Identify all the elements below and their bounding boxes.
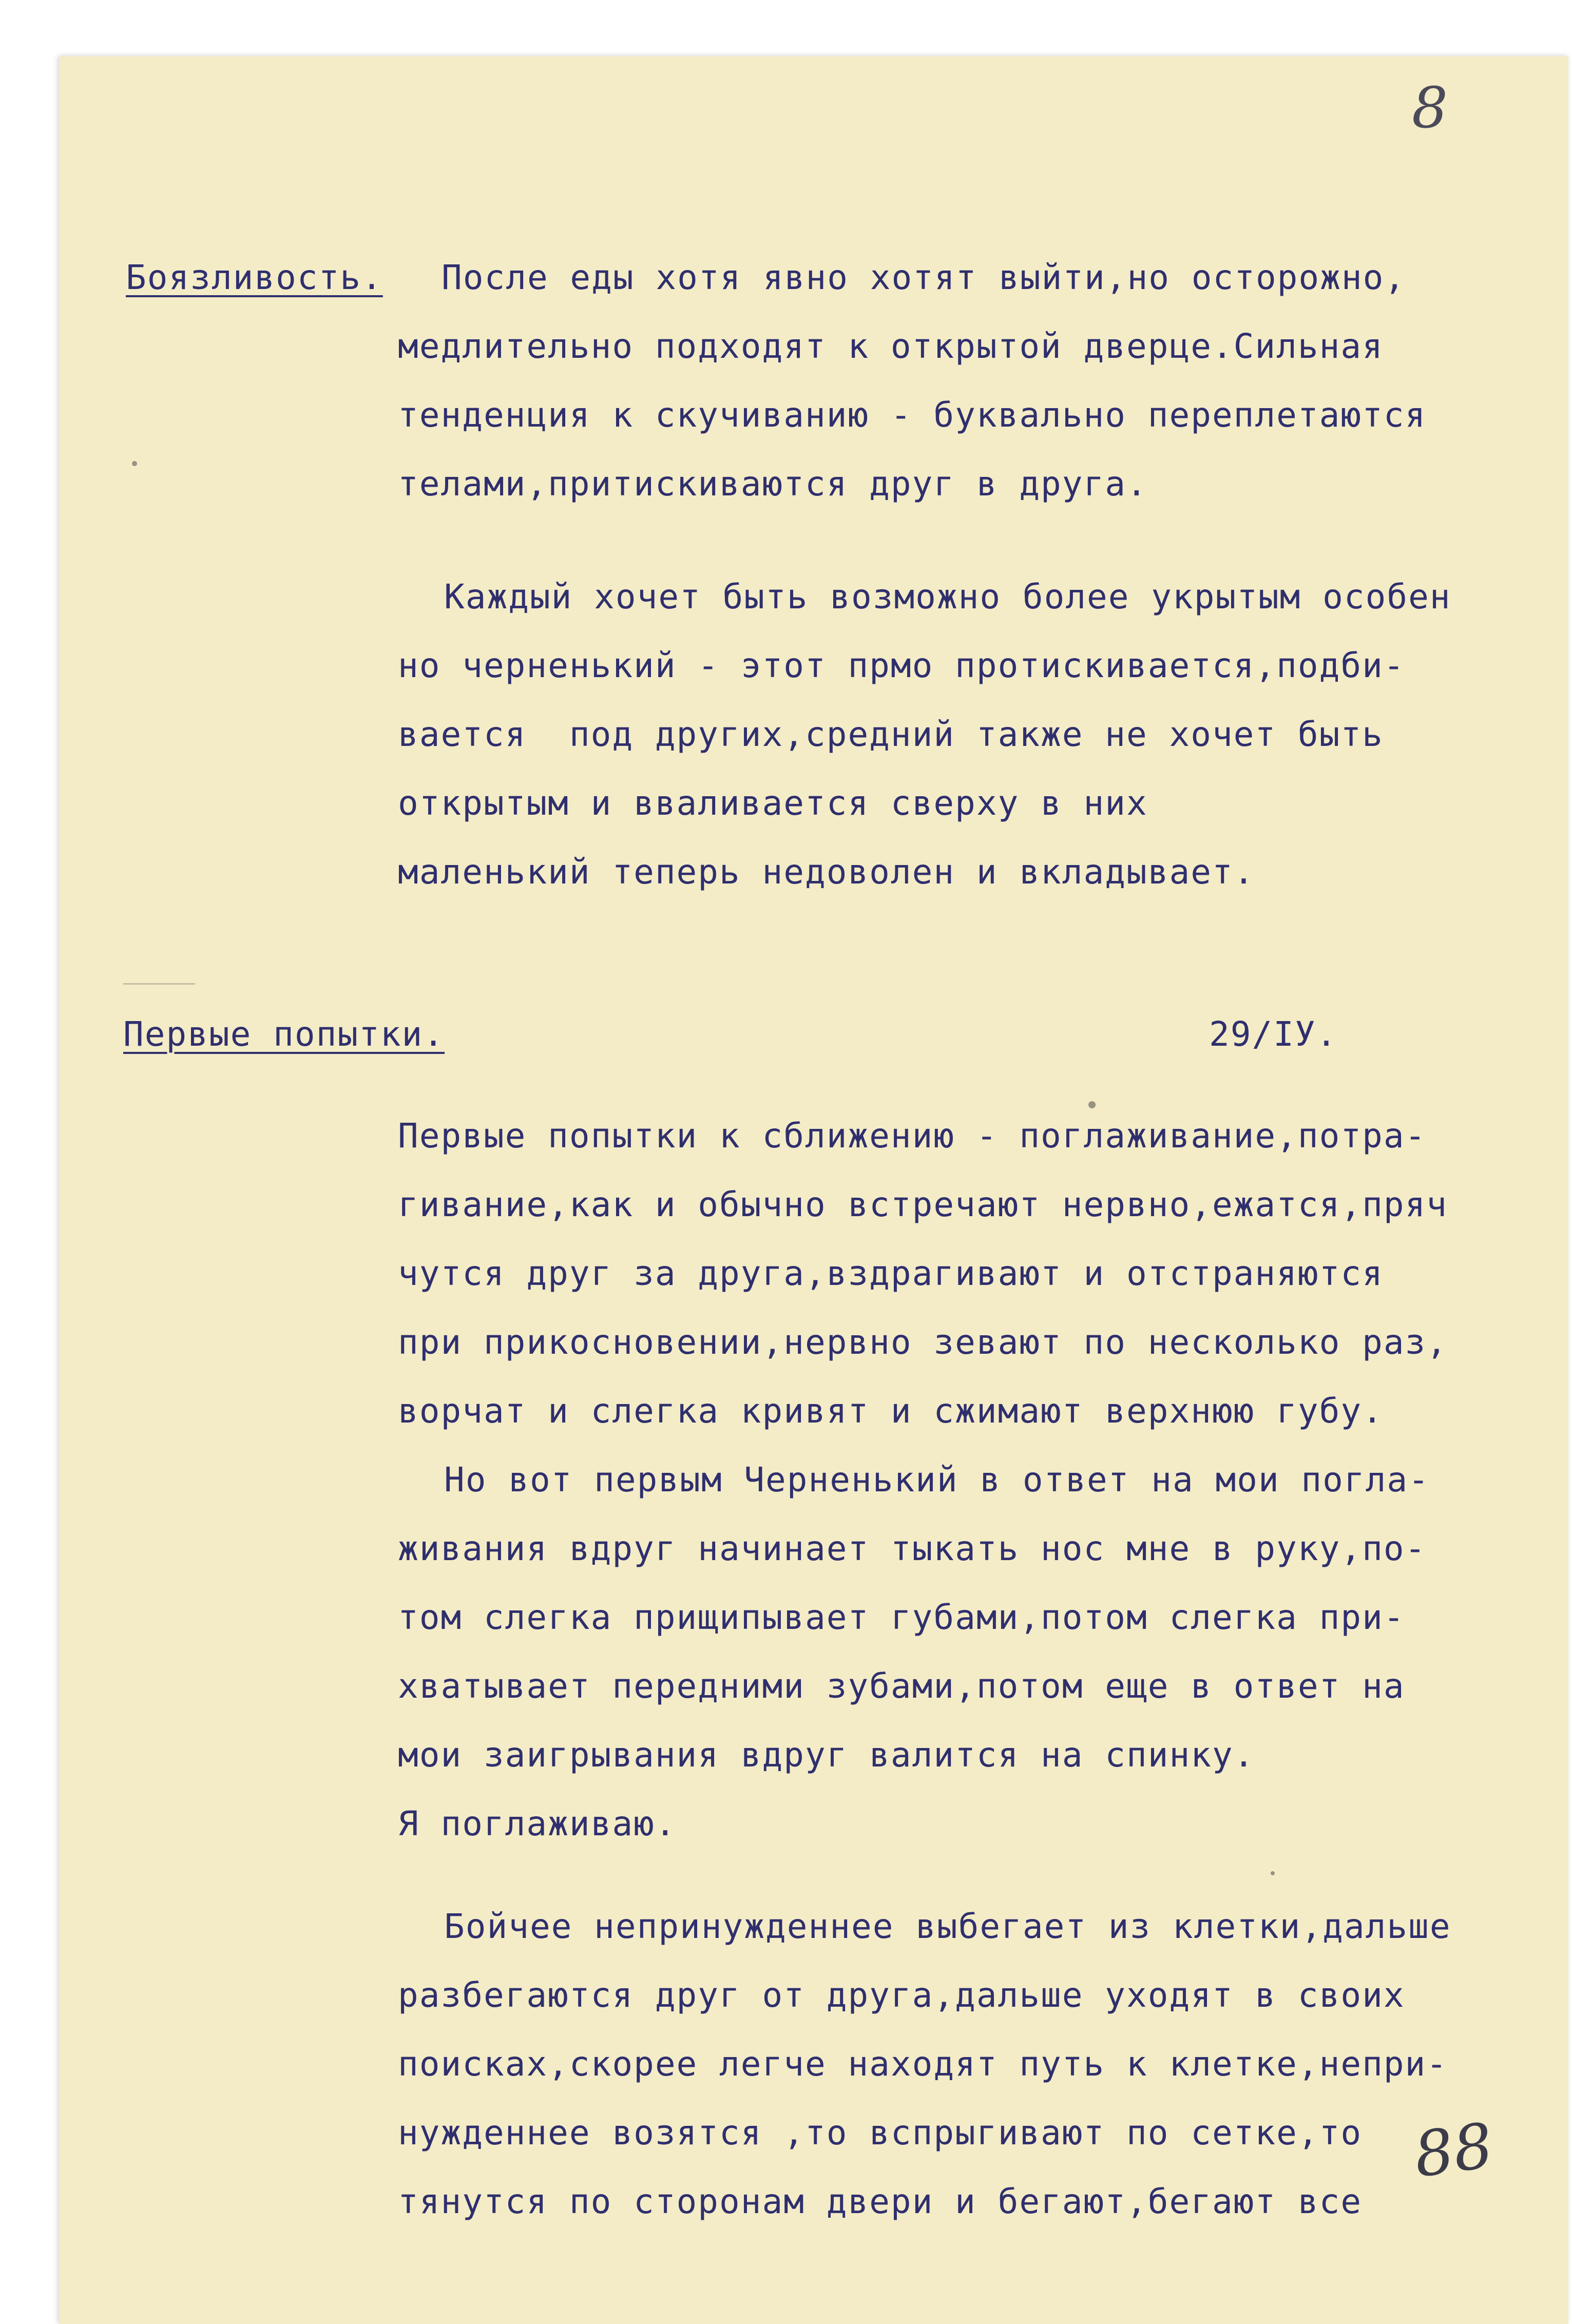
- ink-speck: [132, 461, 137, 466]
- text-line: при прикосновении,нервно зевают по несколько раз,: [398, 1322, 1448, 1362]
- faint-pencil-mark: [123, 983, 195, 985]
- text-line: вается под других,средний также не хочет быть: [398, 715, 1384, 754]
- text-line: разбегаются друг от друга,дальше уходят в своих: [398, 1975, 1405, 2015]
- text-line: гивание,как и обычно встречают нервно,ежатся,пряч: [398, 1185, 1448, 1224]
- ink-speck: [1088, 1101, 1096, 1108]
- text-line: Но вот первым Черненький в ответ на мои погла-: [444, 1460, 1430, 1500]
- text-line: нужденнее возятся ,то вспрыгивают по сетке,то: [398, 2113, 1363, 2153]
- text-line: живания вдруг начинает тыкать нос мне в руку,по-: [398, 1529, 1427, 1568]
- text-line: открытым и вваливается сверху в них: [398, 783, 1148, 823]
- text-line: поисках,скорее легче находят путь к клетке,непри-: [398, 2044, 1448, 2084]
- ink-speck: [1271, 1871, 1275, 1875]
- entry-date: 29/IУ.: [1209, 1014, 1338, 1054]
- text-line: маленький теперь недоволен и вкладывает.: [398, 852, 1255, 892]
- section-heading: Боязливость.: [126, 258, 383, 297]
- text-line: тянутся по сторонам двери и бегают,бегают все: [398, 2182, 1363, 2221]
- text-line: медлительно подходят к открытой дверце.Сильная: [398, 326, 1384, 366]
- folio-number: 8: [1412, 75, 1448, 141]
- text-line: том слегка прищипывает губами,потом слегка при-: [398, 1598, 1405, 1637]
- text-line: телами,притискиваются друг в друга.: [398, 464, 1148, 504]
- text-line: Первые попытки к сближению - поглаживание,потра-: [398, 1116, 1427, 1156]
- text-line: мои заигрывания вдруг валится на спинку.: [398, 1735, 1255, 1775]
- text-line: но черненький - этот прмо протискивается,подби-: [398, 646, 1405, 685]
- text-line: ворчат и слегка кривят и сжимают верхнюю губу.: [398, 1391, 1384, 1431]
- text-line: тенденция к скучиванию - буквально переплетаются: [398, 395, 1427, 435]
- text-line: Каждый хочет быть возможно более укрытым особен: [444, 577, 1451, 617]
- text-line: После еды хотя явно хотят выйти,но осторожно,: [442, 258, 1406, 297]
- text-line: чутся друг за друга,вздрагивают и отстраняются: [398, 1254, 1384, 1293]
- document-page: [59, 56, 1568, 2324]
- section-heading: Первые попытки.: [123, 1014, 445, 1054]
- text-line: хватывает передними зубами,потом еще в ответ на: [398, 1666, 1405, 1706]
- archive-page-number: 88: [1410, 2110, 1498, 2192]
- text-line: Бойчее непринужденнее выбегает из клетки,дальше: [444, 1907, 1451, 1946]
- text-line: Я поглаживаю.: [398, 1804, 677, 1843]
